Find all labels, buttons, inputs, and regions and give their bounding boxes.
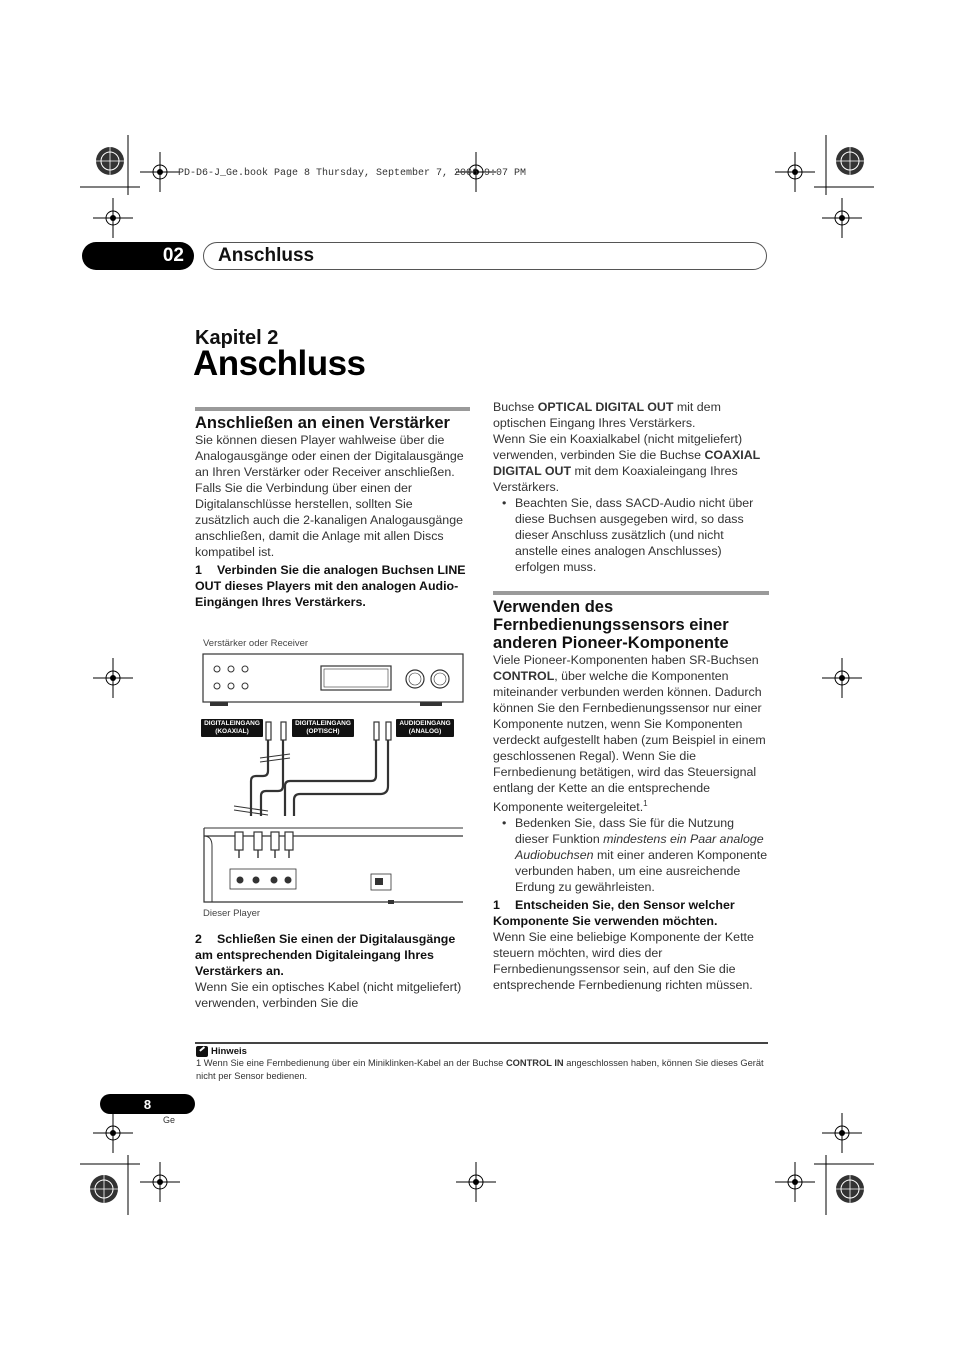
- step-1-right: [493, 897, 769, 929]
- text: Buchse: [493, 400, 538, 414]
- step-2: [195, 931, 470, 979]
- section-divider: [493, 591, 769, 595]
- note-title: Hinweis: [211, 1046, 247, 1057]
- note-text: [196, 1057, 766, 1082]
- crosshair-mark: [93, 198, 133, 238]
- paragraph: Wenn Sie ein optisches Kabel (nicht mitgeliefert) verwenden, verbinden Sie die: [195, 980, 462, 1010]
- crosshair-mark: [822, 198, 862, 238]
- paragraph: [493, 399, 769, 431]
- bullet-item: [493, 815, 769, 895]
- text: Viele Pioneer-Komponenten haben SR-Buchsen: [493, 653, 759, 667]
- connection-diagram: [198, 636, 468, 926]
- paragraph: Wenn Sie eine beliebige Komponente der Kette steuern möchten, wird dies der Fernbedienungssensor sein, auf den Sie die entsprechende Fernbedienung richten müssen.: [493, 930, 754, 993]
- text: mit dem optischen Eingang Ihres Verstärkers.: [493, 400, 721, 430]
- crosshair-mark: [93, 658, 133, 698]
- step-1: [195, 562, 470, 610]
- crosshair-mark: [456, 1162, 496, 1202]
- crosshair-mark: [93, 1113, 133, 1153]
- paragraph: [493, 652, 769, 815]
- page-number: 8: [100, 1094, 195, 1114]
- text: angeschlossen haben, können Sie dieses Gerät nicht per Sensor bedienen.: [196, 1058, 764, 1081]
- text: Wenn Sie eine Fernbedienung über ein Miniklinken-Kabel an der Buchse: [203, 1058, 506, 1068]
- right-column: [493, 399, 769, 993]
- paragraph: [493, 431, 769, 495]
- step-text: Schließen Sie einen der Digitalausgänge am entsprechenden Digitaleingang Ihres Verstärkers an.: [195, 932, 456, 978]
- emphasis: mindestens ein Paar analoge Audiobuchsen: [515, 832, 764, 863]
- step-text: Verbinden Sie die analogen Buchsen LINE OUT dieses Players mit den analogen Audio-Eingängen Ihres Verstärkers.: [195, 563, 466, 609]
- text: mit einer anderen Komponente verbunden haben, um eine ausreichende Erdung zu gewährleisten.: [515, 848, 768, 895]
- section-divider: [195, 407, 470, 411]
- paragraph: Falls Sie die Verbindung über einen der Digitalanschlüsse herstellen, sollten Sie zusätzlich auch die 2-kanaligen Analogausgänge anschließen, damit die Anlage mit allen Discs kompatibel ist.: [195, 481, 463, 559]
- crosshair-mark: [822, 1113, 862, 1153]
- jack-name: OPTICAL DIGITAL OUT: [537, 400, 674, 414]
- text: Bedenken Sie, dass Sie für die Nutzung dieser Funktion: [515, 816, 735, 847]
- footnote-ref: 1: [643, 799, 648, 808]
- crosshair-mark: [775, 1162, 815, 1202]
- jack-name: COAXIAL DIGITAL OUT: [493, 448, 761, 478]
- bullet-item: • Beachten Sie, dass SACD-Audio nicht über diese Buchsen ausgegeben wird, so dass dieser Anschluss zusätzlich (und nicht anstelle eines analogen Anschlusses) erfolgen muss.: [493, 495, 769, 575]
- text: mit dem Koaxialeingang Ihres Verstärkers.: [493, 464, 738, 494]
- left-column: [195, 407, 470, 610]
- crosshair-mark: [822, 658, 862, 698]
- note-heading: [196, 1046, 247, 1057]
- paragraph: Sie können diesen Player wahlweise über die Analogausgänge oder einen der Digitalausgänge an Ihren Verstärker oder Receiver anschließen.: [195, 433, 464, 479]
- section-title-amplifier: Anschließen an einen Verstärker: [195, 414, 450, 432]
- jack-name: CONTROL: [493, 669, 555, 683]
- registration-mark-top-left: [80, 135, 140, 195]
- page-language: Ge: [163, 1115, 176, 1125]
- chapter-number-badge: 02: [82, 242, 194, 270]
- page-title: Anschluss: [193, 344, 366, 383]
- note-pencil-icon: [196, 1046, 208, 1057]
- registration-mark-top-right: [814, 135, 874, 195]
- player-caption: Dieser Player: [203, 908, 261, 919]
- note-divider: [195, 1042, 768, 1044]
- tag-digital-coaxial: DIGITALEINGANG (KOAXIAL): [201, 719, 263, 737]
- crosshair-mark: [140, 1162, 180, 1202]
- tag-digital-optical: DIGITALEINGANG (OPTISCH): [292, 719, 354, 737]
- text: Wenn Sie ein Koaxialkabel (nicht mitgeliefert) verwenden, verbinden Sie die Buchse: [493, 432, 743, 462]
- print-info: PD-D6-J_Ge.book Page 8 Thursday, September 7, 2006 9:07 PM: [178, 168, 527, 179]
- text: , über welche die Komponenten miteinander verbunden werden können. Dadurch können Sie den Fernbedienungssensor nur einer Komponente nutzen, wenn Sie Komponenten verdeckt aufgestellt haben (zum Beispiel in einem geschlossenen Regal). Wenn Sie die Fernbedienung betätigen, wird das Steuersignal entlang der Kette an die entsprechende Komponente weitergeleitet.: [493, 669, 766, 815]
- crosshair-mark: [140, 152, 180, 192]
- note-number: 1: [196, 1058, 202, 1068]
- crosshair-mark: [775, 152, 815, 192]
- diagram-drawing: [198, 636, 468, 926]
- chapter-label: Kapitel 2: [195, 327, 279, 349]
- section-title-remote-sensor: Verwenden des Fernbedienungssensors einer anderen Pioneer-Komponente: [493, 598, 729, 652]
- step-number: 2: [195, 932, 202, 946]
- step-text: Entscheiden Sie, den Sensor welcher Komponente Sie verwenden möchten.: [493, 898, 735, 929]
- step-number: 1: [195, 563, 202, 577]
- registration-mark-bottom-right: [814, 1155, 874, 1215]
- step-number: 1: [493, 898, 500, 913]
- amplifier-caption: Verstärker oder Receiver: [203, 638, 309, 649]
- jack-name: CONTROL IN: [505, 1058, 564, 1068]
- registration-mark-bottom-left: [80, 1155, 140, 1215]
- header-title: Anschluss: [203, 242, 767, 270]
- left-column-lower: [195, 931, 470, 1011]
- tag-audio-analog: AUDIOEINGANG (ANALOG): [396, 719, 454, 737]
